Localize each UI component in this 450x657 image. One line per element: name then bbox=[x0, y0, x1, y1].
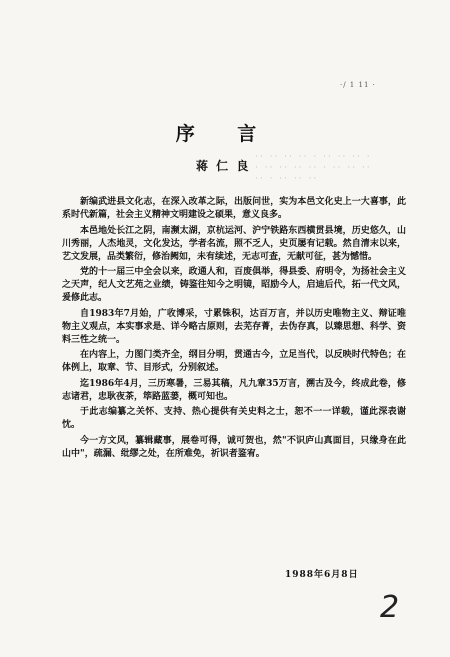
paragraph-6: 迄1986年4月，三历寒暑，三易其稿，凡九章35万言，溯古及今，终成此卷，修志诸君，忠耿夜茶，筚路蓝蒌，概可知也。 bbox=[62, 378, 406, 402]
paragraph-1: 新编武进县文化志，在深入改革之际，出版问世，实为本邑文化史上一大喜事，此系时代新篇，社会主义精神文明建设之硕果，意义良多。 bbox=[62, 197, 406, 220]
author-name: 蒋 仁 良 bbox=[196, 159, 251, 173]
paragraph-2: 本邑地处长江之阴，南濒太湖，京杭运河、沪宁铁路东西横贯县境，历史悠久，山川秀丽，人杰地灵，文化发达，学者名流，照不乏人，史页屡有记载。然自清末以来，艺文发展，品类繁衍，修治阙如，未有续述，无志可查，无献可征，甚为憾惜。 bbox=[62, 225, 406, 262]
handwritten-page-number: 2 bbox=[380, 590, 400, 625]
paragraph-5: 在内容上，力图门类齐全，纲目分明，贯通古今，立足当代，以反映时代特色；在体例上，取章、节、目形式，分别叙述。 bbox=[62, 350, 406, 373]
bleed-through-text: ·· ·· ·· ·· · ·· ·· ·· · · ·· ·· ·· ·· · ·· ·· ·· ·· · ·· ·· ·· bbox=[255, 152, 372, 184]
paragraph-8: 今一方文风，纂辑藏事，展卷可得，诚可贺也，然"不识庐山真面目，只缘身在此山中"，疏漏、纰缪之处，在所难免，祈识者鉴宥。 bbox=[62, 435, 406, 459]
signature-date: 1988年6月8日 bbox=[285, 570, 359, 580]
paragraph-7: 于此志编纂之关怀、支持、热心提供有关史料之士，恕不一一详载，谨此深表谢忱。 bbox=[62, 407, 406, 430]
page-title: 序 言 bbox=[175, 123, 275, 145]
paragraph-4: 自1983年7月始，广收博采，寸累铢积，达百万言，并以历史唯物主义、辩证唯物主义观点，本实事求是、详今略古原则，去芜存菁，去伪存真，以臻思想、科学、资料三性之统一。 bbox=[62, 308, 406, 345]
paragraph-3: 党的十一届三中全会以来，政通人和，百废俱举，得县委、府明令，为扬社会主义之天声，纪人文艺苑之业绩，铸鉴往知今之明镜，昭励今人，启迪后代，拓一代文风，爰修此志。 bbox=[62, 267, 406, 303]
preface-body bbox=[62, 196, 406, 463]
corner-mark: ·/ 1 11 · bbox=[340, 81, 376, 89]
